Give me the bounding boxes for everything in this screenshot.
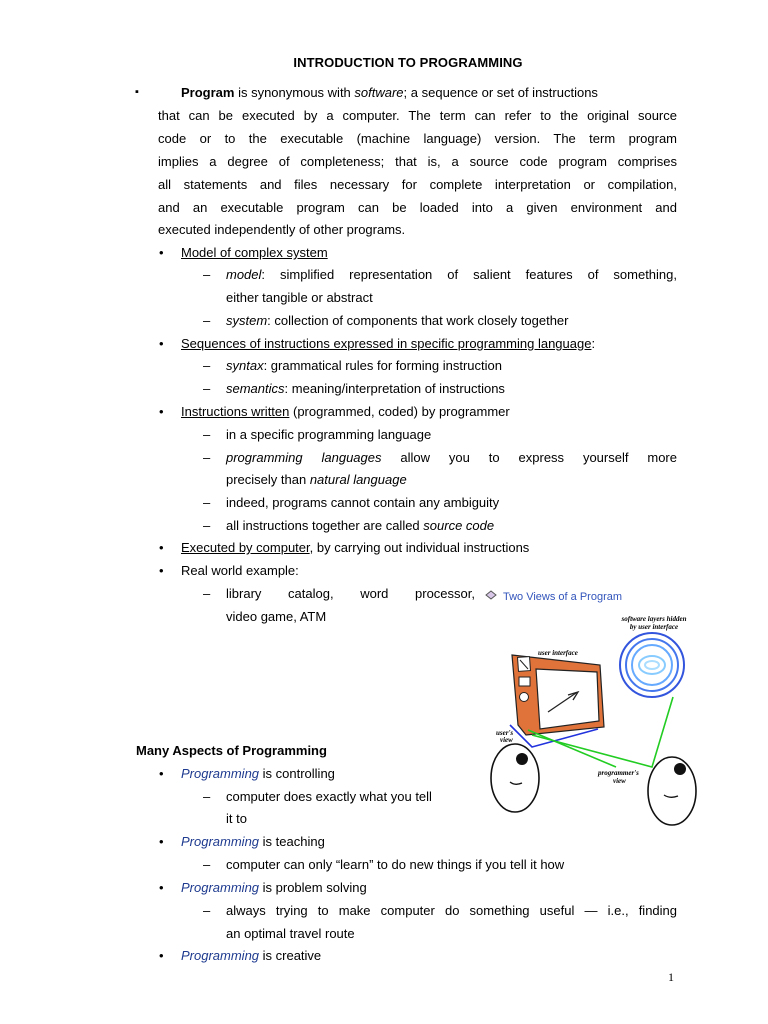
bullet-sequences bbox=[181, 336, 595, 351]
intro-line-3: code or to the executable (machine language) version. The term program bbox=[158, 131, 677, 146]
aspect-controlling bbox=[181, 766, 335, 781]
subitem-syntax bbox=[226, 358, 502, 373]
label-user-interface: user interface bbox=[538, 649, 578, 657]
bullet-text: Sequences of instructions expressed in specific programming language bbox=[181, 336, 592, 351]
intro-text: is synonymous with bbox=[234, 85, 355, 100]
subitem-semantics bbox=[226, 381, 505, 396]
monitor bbox=[512, 655, 604, 735]
bullet-text: Model of complex system bbox=[181, 245, 328, 260]
dash-icon: – bbox=[203, 857, 211, 872]
subitem-model-cont: either tangible or abstract bbox=[226, 290, 373, 305]
intro-line-2: that can be executed by a computer. The term can refer to the original source bbox=[158, 108, 677, 123]
bullet-underlined: Executed by computer bbox=[181, 540, 310, 555]
page-title: INTRODUCTION TO PROGRAMMING bbox=[293, 55, 523, 70]
subitem-text: all instructions together are called bbox=[226, 518, 424, 533]
dash-icon: – bbox=[203, 313, 211, 328]
term: source code bbox=[423, 518, 495, 533]
dash-icon: – bbox=[203, 903, 211, 918]
aspect-word: Programming bbox=[181, 948, 260, 963]
aspect-word: Programming bbox=[181, 880, 260, 895]
intro-line-5: all statements and files necessary for complete interpretation or compilation, bbox=[158, 177, 677, 192]
label-programmer-2: view bbox=[613, 777, 626, 785]
dash-icon: – bbox=[203, 358, 211, 373]
section-heading-aspects: Many Aspects of Programming bbox=[136, 743, 327, 758]
aspect-text: is controlling bbox=[259, 766, 335, 781]
aspect-text: is creative bbox=[259, 948, 322, 963]
aspect-teaching-detail: computer can only “learn” to do new things if you tell it how bbox=[226, 857, 565, 872]
aspect-creative bbox=[181, 948, 321, 963]
two-views-figure bbox=[480, 585, 710, 835]
subitem-text: : collection of components that work closely together bbox=[267, 313, 569, 328]
term: natural language bbox=[309, 472, 407, 487]
term: syntax bbox=[226, 358, 264, 373]
label-programmer-1: programmer's bbox=[598, 769, 639, 777]
diamond-icon bbox=[486, 591, 496, 599]
dash-icon: – bbox=[203, 586, 211, 601]
bullet-icon: • bbox=[159, 404, 164, 419]
aspect-controlling-detail: computer does exactly what you tell bbox=[226, 789, 432, 804]
subitem-specific-language: in a specific programming language bbox=[226, 427, 432, 442]
subitem-system bbox=[226, 313, 569, 328]
intro-software: software bbox=[354, 85, 404, 100]
aspect-word: Programming bbox=[181, 834, 260, 849]
term: programming languages bbox=[226, 450, 382, 465]
figure-caption: Two Views of a Program bbox=[503, 591, 623, 603]
bullet-text: (programmed, coded) by programmer bbox=[289, 404, 510, 419]
bullet-icon: • bbox=[159, 336, 164, 351]
intro-line-6: and an executable program can be loaded into a given environment and bbox=[158, 200, 677, 215]
subitem-programming-languages bbox=[226, 450, 677, 465]
subitem-model bbox=[226, 267, 677, 282]
bullet-text: , by carrying out individual instructions bbox=[309, 540, 530, 555]
aspect-word: Programming bbox=[181, 766, 260, 781]
software-layers-rings bbox=[620, 633, 684, 697]
dash-icon: – bbox=[203, 789, 211, 804]
bullet-executed bbox=[181, 540, 529, 555]
bullet-instructions bbox=[181, 404, 510, 419]
intro-line-1 bbox=[181, 85, 598, 100]
subitem-text: : meaning/interpretation of instructions bbox=[284, 381, 505, 396]
bullet-icon: • bbox=[159, 948, 164, 963]
term: model bbox=[226, 267, 262, 282]
subitem-examples: library catalog, word processor, bbox=[226, 586, 475, 601]
dash-icon: – bbox=[203, 495, 211, 510]
aspect-problem-solving-detail: always trying to make computer do something useful — i.e., finding bbox=[226, 903, 677, 918]
subitem-source-code bbox=[226, 518, 494, 533]
square-bullet-icon: ▪ bbox=[135, 86, 139, 98]
term: semantics bbox=[226, 381, 285, 396]
bullet-real-world: Real world example: bbox=[181, 563, 299, 578]
aspect-teaching bbox=[181, 834, 325, 849]
subitem-text: allow you to express yourself more bbox=[381, 450, 677, 465]
subitem-text: : simplified representation of salient features of something, bbox=[261, 267, 677, 282]
dash-icon: – bbox=[203, 518, 211, 533]
colon: : bbox=[591, 336, 596, 351]
bullet-icon: • bbox=[159, 834, 164, 849]
subitem-programming-languages-cont bbox=[226, 472, 407, 487]
subitem-examples-cont: video game, ATM bbox=[226, 609, 327, 624]
bullet-icon: • bbox=[159, 766, 164, 781]
dash-icon: – bbox=[203, 450, 211, 465]
user-face bbox=[491, 744, 539, 812]
label-user-1: user's bbox=[496, 729, 514, 737]
dash-icon: – bbox=[203, 381, 211, 396]
bullet-icon: • bbox=[159, 540, 164, 555]
dash-icon: – bbox=[203, 427, 211, 442]
aspect-problem-solving bbox=[181, 880, 367, 895]
bullet-icon: • bbox=[159, 880, 164, 895]
intro-line-4: implies a degree of completeness; that is, a source code program comprises bbox=[158, 154, 677, 169]
subitem-text: precisely than bbox=[226, 472, 310, 487]
intro-text: ; a sequence or set of instructions bbox=[403, 85, 598, 100]
bullet-underlined: Instructions written bbox=[181, 404, 290, 419]
page-number: 1 bbox=[668, 970, 674, 984]
aspect-controlling-detail-cont: it to bbox=[226, 811, 247, 826]
subitem-text: : grammatical rules for forming instruction bbox=[263, 358, 502, 373]
label-user-2: view bbox=[500, 736, 513, 744]
aspect-problem-solving-detail-cont: an optimal travel route bbox=[226, 926, 355, 941]
bullet-icon: • bbox=[159, 563, 164, 578]
dash-icon: – bbox=[203, 267, 211, 282]
label-layers-1: software layers hidden bbox=[621, 615, 687, 623]
aspect-text: is teaching bbox=[259, 834, 325, 849]
bullet-model-system bbox=[181, 245, 328, 260]
term: system bbox=[226, 313, 268, 328]
intro-line-7: executed independently of other programs. bbox=[158, 222, 406, 237]
label-layers-2: by user interface bbox=[629, 623, 679, 631]
programmer-face bbox=[648, 757, 696, 825]
bullet-icon: • bbox=[159, 245, 164, 260]
intro-term: Program bbox=[181, 85, 235, 100]
aspect-text: is problem solving bbox=[259, 880, 367, 895]
subitem-ambiguity: indeed, programs cannot contain any ambiguity bbox=[226, 495, 500, 510]
